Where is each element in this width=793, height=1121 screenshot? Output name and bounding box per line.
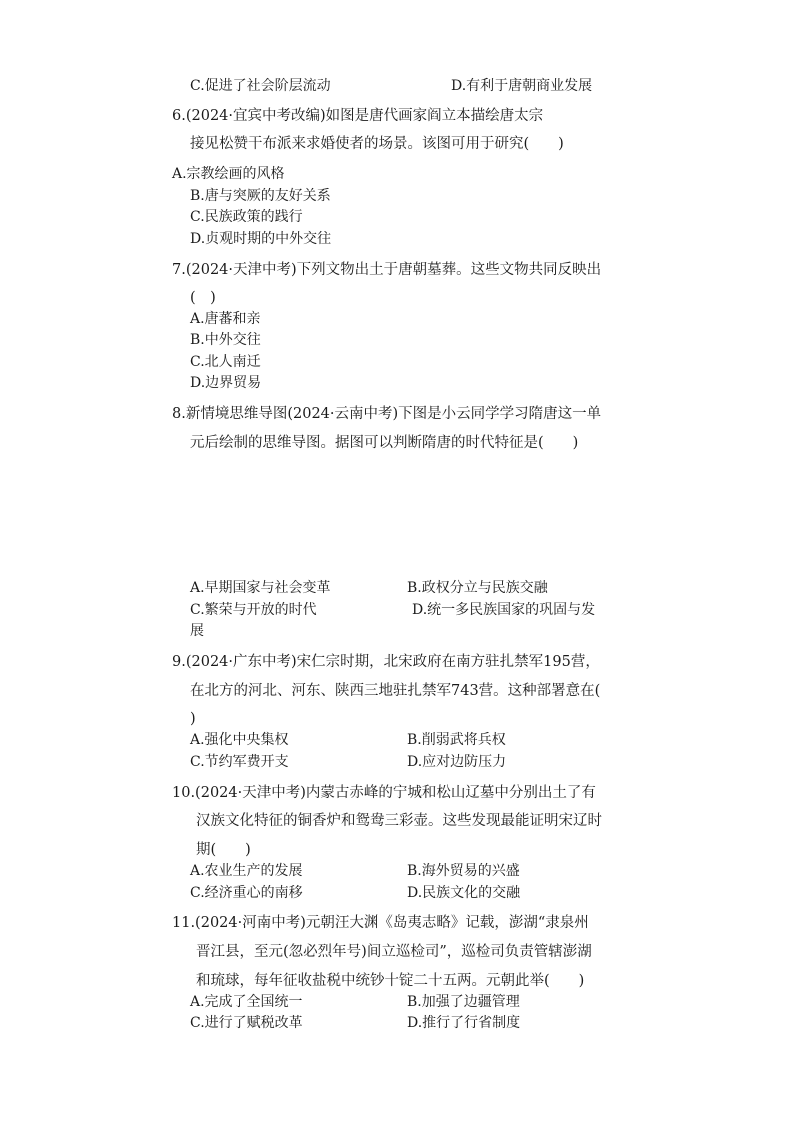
q7-option-b: B.中外交往 [190, 332, 261, 348]
q8-option-a: A.早期国家与社会变革 [190, 580, 331, 596]
q10-option-b: B.海外贸易的兴盛 [407, 863, 520, 879]
q10-option-a: A.农业生产的发展 [190, 863, 303, 879]
q7-stem-line2: ( ) [190, 290, 216, 306]
q6-option-b: B.唐与突厥的友好关系 [190, 188, 331, 204]
q9-stem-line2: 在北方的河北、河东、陕西三地驻扎禁军743营。这种部署意在( [190, 683, 601, 699]
q8-stem-line2: 元后绘制的思维导图。据图可以判断隋唐的时代特征是( ) [190, 435, 579, 451]
q11-stem-line2: 晋江县，至元(忽必烈年号)间立巡检司”，巡检司负责管辖澎湖 [196, 944, 592, 960]
q6-stem-line1: 6.(2024·宜宾中考改编)如图是唐代画家阎立本描绘唐太宗 [172, 108, 544, 124]
q9-option-b: B.削弱武将兵权 [407, 732, 506, 748]
q11-option-a: A.完成了全国统一 [190, 994, 303, 1010]
q6-option-c: C.民族政策的践行 [190, 209, 303, 225]
q10-stem-line3: 期( ) [196, 842, 251, 858]
q11-stem-line3: 和琉球，每年征收盐税中统钞十锭二十五两。元朝此举( ) [196, 973, 585, 989]
q8-option-b: B.政权分立与民族交融 [407, 580, 548, 596]
q9-stem-line3: ) [190, 711, 196, 727]
q11-option-d: D.推行了行省制度 [407, 1015, 521, 1031]
q10-option-c: C.经济重心的南移 [190, 885, 303, 901]
q8-option-c: C.繁荣与开放的时代 [190, 602, 317, 618]
q9-option-c: C.节约军费开支 [190, 754, 289, 770]
q5-option-d: D.有利于唐朝商业发展 [451, 78, 593, 94]
q6-option-a: A.宗教绘画的风格 [172, 166, 285, 182]
q11-option-c: C.进行了赋税改革 [190, 1015, 303, 1031]
q10-stem-line2: 汉族文化特征的铜香炉和鸳鸯三彩壶。这些发现最能证明宋辽时 [196, 813, 602, 829]
q9-option-d: D.应对边防压力 [407, 754, 507, 770]
q7-option-a: A.唐蕃和亲 [190, 311, 261, 327]
q8-option-d-cont: 展 [190, 623, 204, 639]
q10-stem-line1: 10.(2024·天津中考)内蒙古赤峰的宁城和松山辽墓中分别出土了有 [172, 785, 596, 801]
q7-option-d: D.边界贸易 [190, 375, 262, 391]
q6-stem-line2: 接见松赞干布派来求婚使者的场景。该图可用于研究( ) [190, 136, 564, 152]
q9-option-a: A.强化中央集权 [190, 732, 289, 748]
q6-option-d: D.贞观时期的中外交往 [190, 231, 332, 247]
q8-option-d: D.统一多民族国家的巩固与发 [412, 602, 596, 618]
q7-option-c: C.北人南迁 [190, 354, 261, 370]
q7-stem-line1: 7.(2024·天津中考)下列文物出土于唐朝墓葬。这些文物共同反映出 [172, 262, 602, 278]
q10-option-d: D.民族文化的交融 [407, 885, 521, 901]
q11-stem-line1: 11.(2024·河南中考)元朝汪大渊《岛夷志略》记载，澎湖“隶泉州 [172, 915, 589, 931]
q9-stem-line1: 9.(2024·广东中考)宋仁宗时期，北宋政府在南方驻扎禁军195营， [172, 654, 600, 670]
q8-stem-line1: 8.新情境思维导图(2024·云南中考)下图是小云同学学习隋唐这一单 [172, 406, 602, 422]
q5-option-c: C.促进了社会阶层流动 [190, 78, 331, 94]
q11-option-b: B.加强了边疆管理 [407, 994, 520, 1010]
